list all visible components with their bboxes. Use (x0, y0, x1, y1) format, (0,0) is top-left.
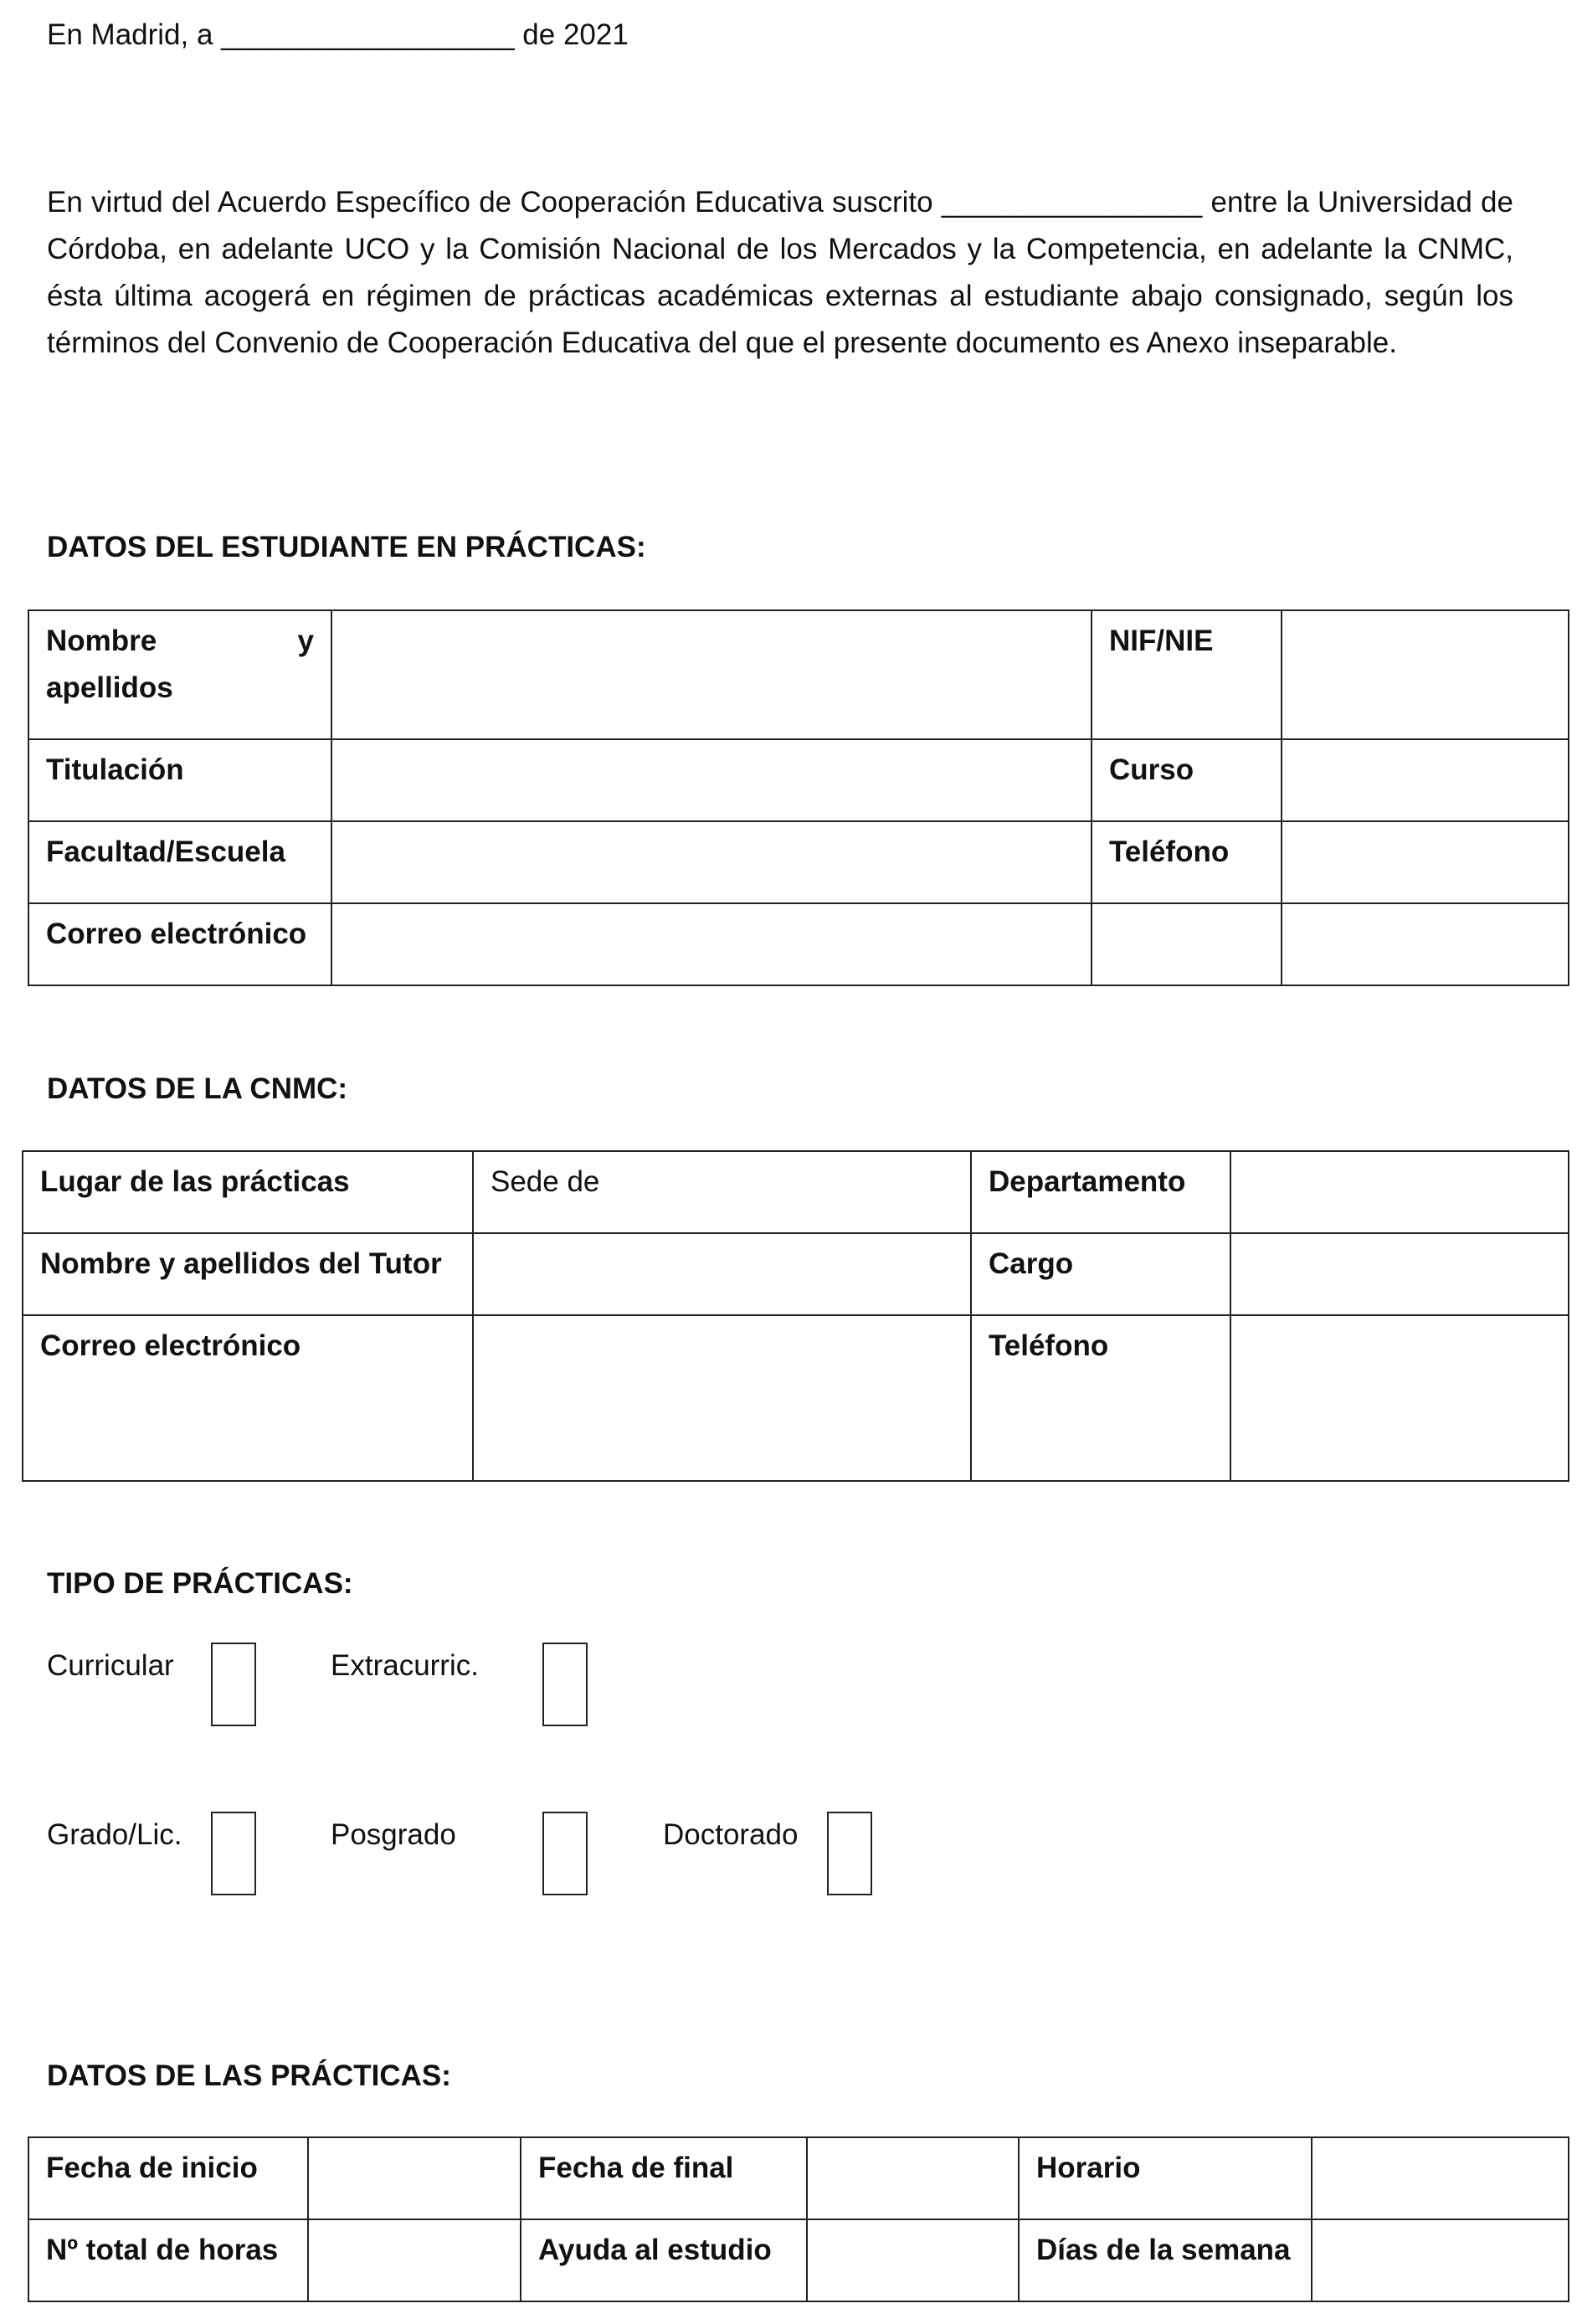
grado-checkbox[interactable] (211, 1812, 256, 1895)
student-section-heading: DATOS DEL ESTUDIANTE EN PRÁCTICAS: (47, 531, 646, 563)
doctorado-checkbox[interactable] (827, 1812, 872, 1895)
practicas-section-heading: DATOS DE LAS PRÁCTICAS: (47, 2059, 451, 2092)
telefono-field[interactable] (1282, 821, 1569, 903)
fecha-final-label: Fecha de final (521, 2137, 807, 2219)
posgrado-label: Posgrado (331, 1818, 456, 1851)
departamento-label: Departamento (971, 1151, 1230, 1233)
empty-cell (1282, 903, 1569, 985)
facultad-escuela-label: Facultad/Escuela (28, 821, 331, 903)
correo-electronico-label: Correo electrónico (28, 903, 331, 985)
grado-label: Grado/Lic. (47, 1818, 182, 1851)
table-row (28, 739, 1569, 821)
curricular-checkbox[interactable] (211, 1643, 256, 1726)
dias-semana-field[interactable] (1312, 2219, 1569, 2301)
dias-semana-label: Días de la semana (1019, 2219, 1312, 2301)
sede-field[interactable]: Sede de (473, 1151, 971, 1233)
total-horas-field[interactable] (308, 2219, 521, 2301)
tipo-section-heading: TIPO DE PRÁCTICAS: (47, 1567, 353, 1600)
cnmc-correo-field[interactable] (473, 1315, 971, 1481)
tutor-field[interactable] (473, 1233, 971, 1315)
extracurricular-label: Extracurric. (331, 1649, 479, 1682)
total-horas-label: Nº total de horas (28, 2219, 308, 2301)
curso-label: Curso (1092, 739, 1282, 821)
nif-nie-label: NIF/NIE (1092, 610, 1282, 739)
fecha-inicio-field[interactable] (308, 2137, 521, 2219)
date-line (47, 17, 629, 54)
titulacion-label: Titulación (28, 739, 331, 821)
cnmc-telefono-field[interactable] (1230, 1315, 1569, 1481)
student-data-table (28, 609, 1569, 986)
practicas-data-table (28, 2136, 1569, 2302)
date-prefix: En Madrid, a (47, 18, 213, 51)
table-row (28, 610, 1569, 739)
ayuda-estudio-label: Ayuda al estudio (521, 2219, 807, 2301)
cnmc-data-table (22, 1150, 1569, 1482)
correo-electronico-field[interactable] (331, 903, 1092, 985)
intro-paragraph: En virtud del Acuerdo Específico de Cooperación Educativa suscrito ________________ entre la Universidad de Córdoba, en adelante UCO y la Comisión Nacional de los Mercados y la Competencia, en adelante la CNMC, ésta última acogerá en régimen de prácticas académicas externas al estudiante abajo consignado, según los términos del Convenio de Cooperación Educativa del que el presente documento es Anexo inseparable. (47, 186, 1513, 359)
posgrado-checkbox[interactable] (542, 1812, 588, 1895)
table-row (28, 2219, 1569, 2301)
extracurricular-checkbox[interactable] (542, 1643, 588, 1726)
facultad-escuela-field[interactable] (331, 821, 1092, 903)
cnmc-section-heading: DATOS DE LA CNMC: (47, 1072, 348, 1105)
nombre-apellidos-field[interactable] (331, 610, 1092, 739)
horario-field[interactable] (1312, 2137, 1569, 2219)
lugar-practicas-label: Lugar de las prácticas (23, 1151, 473, 1233)
doctorado-label: Doctorado (663, 1818, 799, 1851)
departamento-field[interactable] (1230, 1151, 1569, 1233)
table-row (23, 1233, 1569, 1315)
curso-field[interactable] (1282, 739, 1569, 821)
cargo-field[interactable] (1230, 1233, 1569, 1315)
date-suffix: de 2021 (522, 18, 629, 51)
ayuda-estudio-field[interactable] (807, 2219, 1019, 2301)
titulacion-field[interactable] (331, 739, 1092, 821)
cargo-label: Cargo (971, 1233, 1230, 1315)
nombre-apellidos-label: Nombre y apellidos (28, 610, 331, 739)
date-blank: __________________ (221, 18, 515, 51)
empty-cell (1092, 903, 1282, 985)
cnmc-correo-label: Correo electrónico (23, 1315, 473, 1481)
tutor-label: Nombre y apellidos del Tutor (23, 1233, 473, 1315)
nif-nie-field[interactable] (1282, 610, 1569, 739)
telefono-label: Teléfono (1092, 821, 1282, 903)
table-row (28, 903, 1569, 985)
table-row (28, 821, 1569, 903)
table-row (23, 1315, 1569, 1481)
horario-label: Horario (1019, 2137, 1312, 2219)
table-row (28, 2137, 1569, 2219)
cnmc-telefono-label: Teléfono (971, 1315, 1230, 1481)
table-row (23, 1151, 1569, 1233)
fecha-final-field[interactable] (807, 2137, 1019, 2219)
fecha-inicio-label: Fecha de inicio (28, 2137, 308, 2219)
curricular-label: Curricular (47, 1649, 174, 1682)
